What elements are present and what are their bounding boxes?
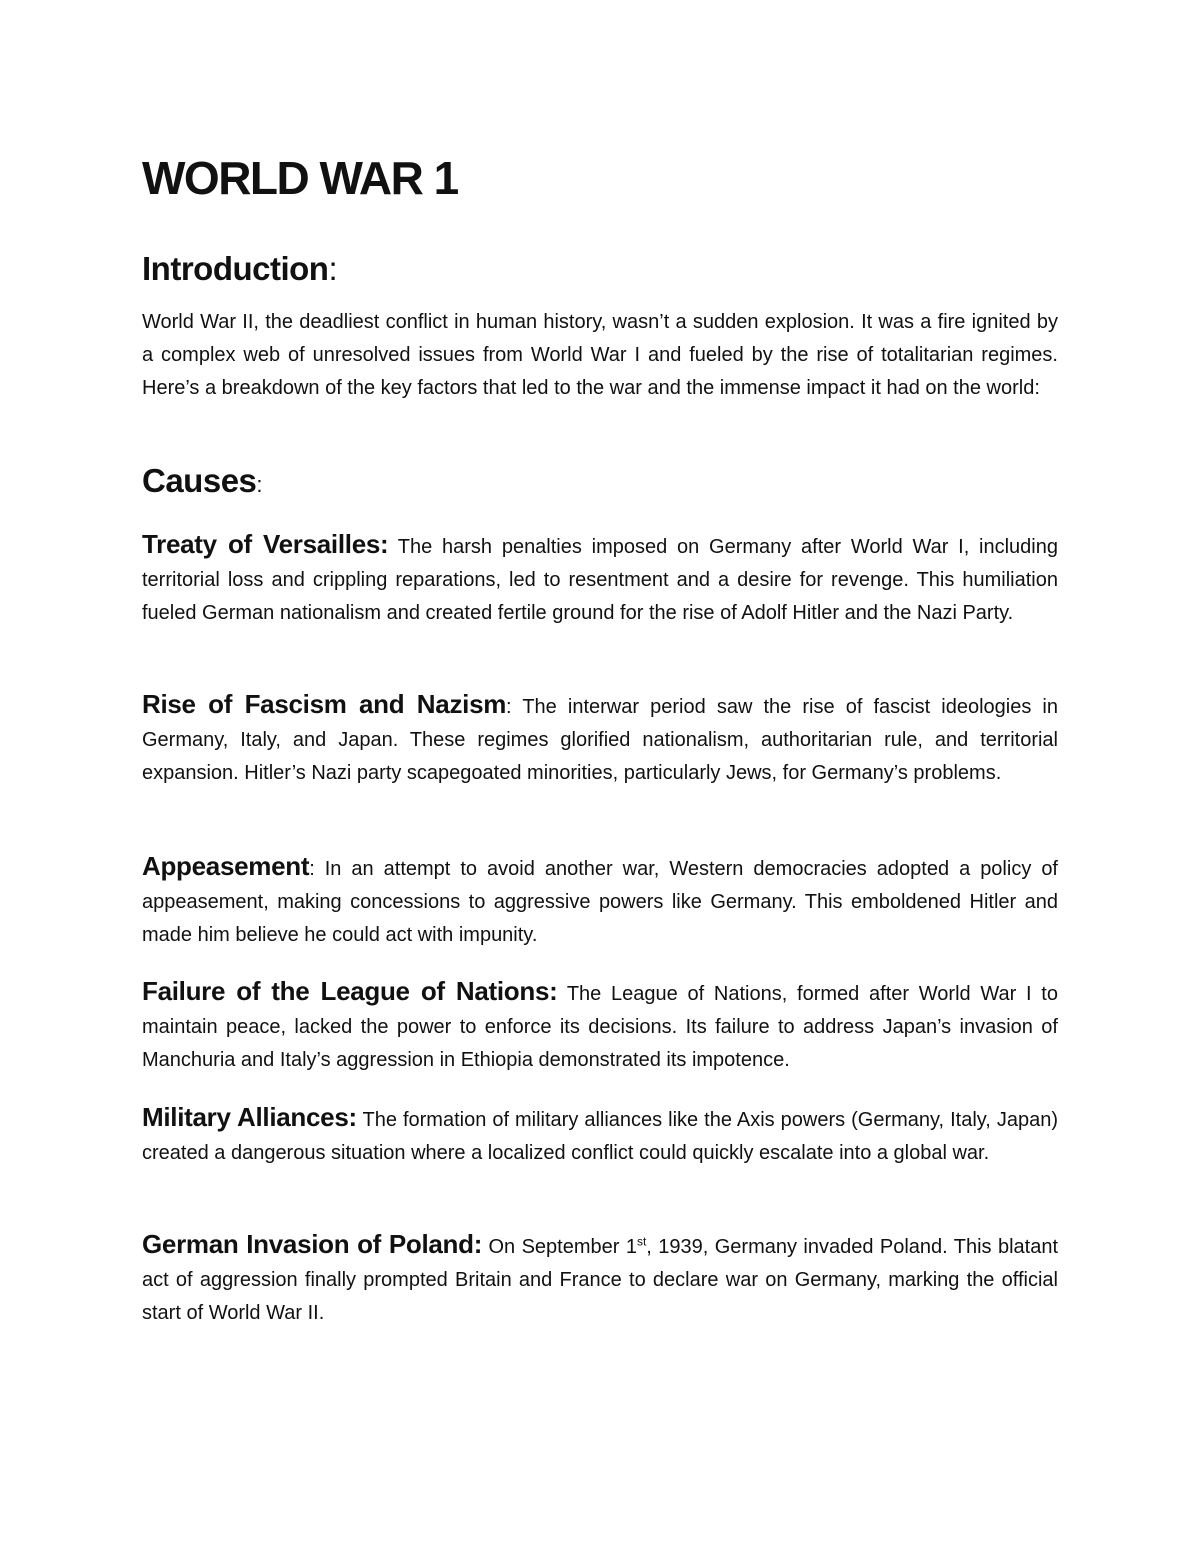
ordinal-suffix: st xyxy=(636,1234,647,1249)
cause-description: The formation of military alliances like the Axis powers (Germany, Italy, Japan) created a dangerous situation where a localized conflict could quickly escalate into a global war. xyxy=(142,1109,1058,1164)
cause-description: : The interwar period saw the rise of fascist ideologies in Germany, Italy, and Japan. These regimes glorified nationalism, authoritarian rule, and territorial expansion. Hitler’s Nazi party scapegoated minorities, particularly Jews, for Germany’s problems. xyxy=(142,696,1058,784)
introduction-heading-text: Introduction xyxy=(142,250,329,287)
cause-term: German Invasion of Poland: xyxy=(142,1229,483,1259)
causes-heading-text: Causes xyxy=(142,462,257,499)
cause-term: Rise of Fascism and Nazism xyxy=(142,689,507,719)
cause-term: Treaty of Versailles: xyxy=(142,529,389,559)
cause-appeasement xyxy=(142,850,1058,952)
cause-description: : In an attempt to avoid another war, Western democracies adopted a policy of appeasement, making concessions to aggressive powers like Germany. This emboldened Hitler and made him believe he could act with impunity. xyxy=(142,858,1058,946)
cause-description: The League of Nations, formed after World War I to maintain peace, lacked the power to enforce its decisions. Its failure to address Japan’s invasion of Manchuria and Italy’s aggression in Ethiopia demonstrated its impotence. xyxy=(142,983,1058,1071)
cause-description-start: On September 1 xyxy=(482,1236,637,1258)
introduction-paragraph: World War II, the deadliest conflict in human history, wasn’t a sudden explosion. It was a fire ignited by a complex web of unresolved issues from World War I and fueled by the rise of totalitarian regimes. Here’s a breakdown of the key factors that led to the war and the immense impact it had on the world: xyxy=(142,311,1058,399)
cause-military-alliances xyxy=(142,1101,1058,1170)
cause-term: Appeasement xyxy=(142,851,310,881)
introduction-heading-colon: : xyxy=(328,250,338,287)
cause-league-of-nations xyxy=(142,975,1058,1077)
cause-term: Failure of the League of Nations: xyxy=(142,976,558,1006)
document-title: WORLD WAR 1 xyxy=(142,152,458,204)
introduction-heading xyxy=(142,249,337,289)
cause-rise-of-fascism xyxy=(142,688,1058,790)
cause-description: , 1939, Germany invaded Poland. This blatant act of aggression finally prompted Britain and France to declare war on Germany, marking the official start of World War II. xyxy=(142,1236,1058,1324)
causes-heading xyxy=(142,461,262,505)
cause-term: Military Alliances: xyxy=(142,1102,357,1132)
cause-treaty-of-versailles xyxy=(142,528,1058,630)
cause-invasion-of-poland xyxy=(142,1228,1058,1330)
cause-description: The harsh penalties imposed on Germany after World War I, including territorial loss and crippling reparations, led to resentment and a desire for revenge. This humiliation fueled German nationalism and created fertile ground for the rise of Adolf Hitler and the Nazi Party. xyxy=(142,536,1058,624)
causes-heading-colon: : xyxy=(256,472,263,497)
